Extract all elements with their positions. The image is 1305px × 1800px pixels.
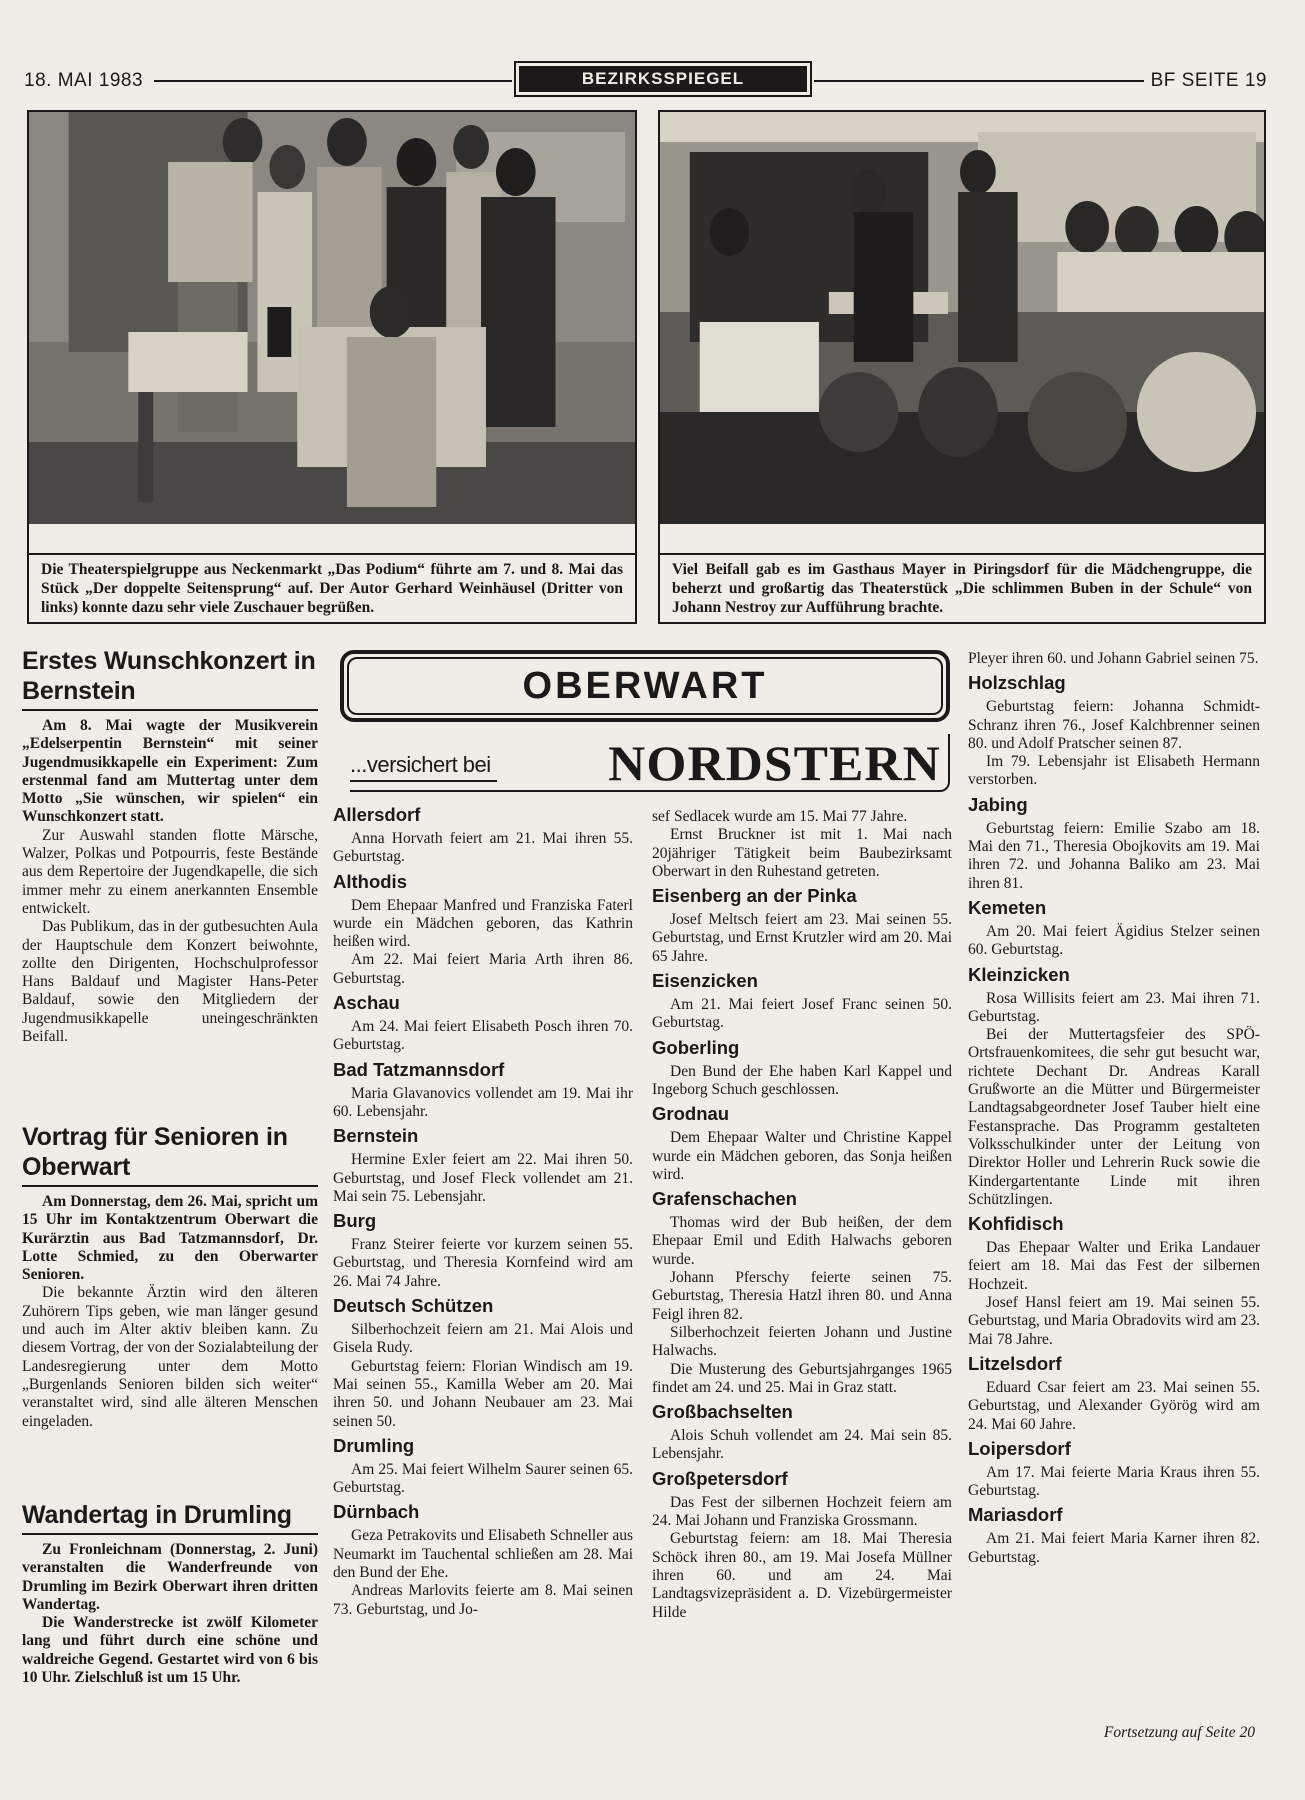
- entry-text: Die Musterung des Geburtsjahrganges 1965 findet am 24. und 25. Mai in Graz statt.: [652, 1360, 952, 1396]
- banner-title: OBERWART: [347, 657, 943, 715]
- oberwart-column-3: [968, 650, 1260, 1567]
- entry-text: Eduard Csar feiert am 23. Mai seinen 55. Geburtstag, und Alexander Györög wird am 24. Mai 60 Jahre.: [968, 1378, 1260, 1433]
- entry-text: sef Sedlacek wurde am 15. Mai 77 Jahre.: [652, 808, 908, 825]
- banner-frame: [340, 650, 950, 722]
- section-badge: [514, 61, 812, 97]
- town-heading: Großbachselten: [652, 1401, 793, 1423]
- town-heading: Loipersdorf: [968, 1437, 1071, 1459]
- town-entry: [968, 794, 1260, 893]
- entry-text: Johann Pferschy feierte seinen 75. Geburtstag, Theresia Hatzl ihren 80. und Anna Feigl ihren 82.: [652, 1269, 952, 1323]
- entry-text: Am 24. Mai feiert Elisabeth Posch ihren 70. Geburtstag.: [333, 1018, 633, 1054]
- page-number: BF SEITE 19: [1150, 70, 1267, 91]
- town-heading: Mariasdorf: [968, 1504, 1063, 1526]
- theatre-group-photo: [29, 112, 635, 524]
- town-entry: [968, 964, 1260, 1210]
- town-heading: Kemeten: [968, 896, 1047, 918]
- town-entry: [333, 992, 633, 1055]
- headline-senioren: Vortrag für Senioren in Oberwart: [22, 1122, 318, 1187]
- photo-caption-neckenmarkt: Die Theaterspielgruppe aus Neckenmarkt „Das Podium“ führte am 7. und 8. Mai das Stück „Der doppelte Seitensprung“ auf. Der Autor Gerhard Weinhäusel (Dritter von links) konnte dazu sehr viele Zuschauer begrüßen.: [29, 553, 635, 622]
- entry-text: Geburtstag feiern: Florian Windisch am 19. Mai seinen 55., Kamilla Weber am 20. Mai ihren 50. und Johann Neubauer am 23. Mai seinen 50.: [333, 1357, 633, 1430]
- lead-wandertag: Zu Fronleichnam (Donnerstag, 2. Juni) veranstalten die Wanderfreunde von Drumling im Bezirk Oberwart ihren dritten Wandertag.: [22, 1541, 318, 1613]
- entry-text: Josef Meltsch feiert am 23. Mai seinen 55. Geburtstag, und Ernst Krutzler wird am 20. Mai 65 Jahre.: [652, 911, 952, 965]
- town-heading: Bad Tatzmannsdorf: [333, 1058, 505, 1080]
- article-wunschkonzert: [22, 646, 318, 1046]
- oberwart-column-2: [652, 808, 952, 1622]
- entry-text: Dem Ehepaar Manfred und Franziska Faterl wurde ein Mädchen geboren, das Kathrin heißen wird.: [333, 896, 633, 951]
- town-heading: Burg: [333, 1210, 377, 1232]
- entry-text: Josef Hansl feiert am 19. Mai seinen 55. Geburtstag, und Maria Obradovits wird am 23. Mai 78 Jahre.: [968, 1294, 1260, 1348]
- entry-text: Das Ehepaar Walter und Erika Landauer feiert am 18. Mai das Fest der silbernen Hochzeit.: [968, 1239, 1260, 1293]
- town-entry: [652, 1401, 952, 1464]
- entry-text: Anna Horvath feiert am 21. Mai ihren 55. Geburtstag.: [333, 830, 633, 866]
- photo-caption-piringsdorf: Viel Beifall gab es im Gasthaus Mayer in Piringsdorf für die Mädchengruppe, die beherzt und großartig das Theaterstück „Die schlimmen Buben in der Schule“ von Johann Nestroy zur Aufführung brachte.: [660, 553, 1264, 622]
- town-entry: [968, 1438, 1260, 1501]
- town-entry: [652, 885, 952, 966]
- town-entry: [968, 897, 1260, 960]
- town-entry: [333, 804, 633, 867]
- entry-text: Geza Petrakovits und Elisabeth Schneller aus Neumarkt im Tauchental schließen am 28. Mai den Bund der Ehe.: [333, 1527, 633, 1582]
- town-entry: [968, 650, 1260, 668]
- town-entry: [333, 1210, 633, 1291]
- entry-text: Geburtstag feiern: Emilie Szabo am 18. Mai den 71., Theresia Obojkovits am 19. Mai ihren 72. und Johanna Baliko am 23. Mai ihren 81.: [968, 819, 1260, 892]
- town-entry: [968, 1213, 1260, 1349]
- town-entry: [333, 1125, 633, 1206]
- town-heading: Eisenzicken: [652, 970, 758, 992]
- entry-text: Silberhochzeit feiern am 21. Mai Alois und Gisela Rudy.: [333, 1321, 633, 1357]
- paragraph: Zur Auswahl standen flotte Märsche, Walzer, Polkas und Potpourris, feste Bestände aus dem Repertoire der Jugendkapelle, die sich immer mehr zu einem anerkannten Ensemble entwickelt.: [22, 826, 318, 917]
- insurance-tagline: ...versichert bei: [350, 752, 491, 777]
- girls-theatre-photo: [660, 112, 1264, 524]
- paragraph: Die Wanderstrecke ist zwölf Kilometer lang und führt durch eine schöne und waldreiche Gegend. Gestartet wird von 6 bis 10 Uhr. Zielschluß ist um 15 Uhr.: [22, 1614, 318, 1687]
- entry-text: Pleyer ihren 60. und Johann Gabriel seinen 75.: [968, 650, 1259, 667]
- entry-text: Am 21. Mai feiert Josef Franc seinen 50. Geburtstag.: [652, 996, 952, 1032]
- town-heading: Grafenschachen: [652, 1188, 797, 1210]
- town-entry: [333, 1295, 633, 1431]
- town-heading: Althodis: [333, 870, 407, 892]
- entry-text: Ernst Bruckner ist mit 1. Mai nach 20jähriger Tätigkeit beim Baubezirksamt Oberwart in den Ruhestand getreten.: [652, 826, 952, 880]
- entry-text: Am 20. Mai feiert Ägidius Stelzer seinen 60. Geburtstag.: [968, 922, 1260, 959]
- town-entry: [333, 871, 633, 988]
- paragraph: Das Publikum, das in der gutbesuchten Aula der Hauptschule dem Konzert beiwohnte, zollte den Dirigenten, Hochschulprofessor Hans Baldauf und Magister Hans-Peter Baldauf, sowie den Mitgliedern der Jugendmusikkapelle uneingeschränkten Beifall.: [22, 918, 318, 1046]
- town-entry: [968, 672, 1260, 789]
- town-heading: Aschau: [333, 992, 400, 1014]
- entry-text: Am 21. Mai feiert Maria Karner ihren 82. Geburtstag.: [968, 1530, 1260, 1566]
- continuation-note: Fortsetzung auf Seite 20: [1103, 1724, 1255, 1741]
- entry-text: Maria Glavanovics vollendet am 19. Mai ihr 60. Lebensjahr.: [333, 1084, 633, 1120]
- photo-block-neckenmarkt: [27, 110, 637, 624]
- town-entry: [968, 1504, 1260, 1567]
- entry-text: Geburtstag feiern: am 18. Mai Theresia Schöck ihren 80., am 19. Mai Josefa Müllner ihren 60. und am 24. Mai Landtagsvizepräsident a. D. Vizebürgermeister Hilde: [652, 1530, 952, 1621]
- town-heading: Deutsch Schützen: [333, 1295, 494, 1317]
- paragraph: Die bekannte Ärztin wird den älteren Zuhörern Tips geben, wie man länger gesund und auch im Alter aktiv bleiben kann. Zu diesem Vortrag, der von der Sozialabteilung der Landesregierung unter dem Motto „Burgenlands Senioren bilden sich weiter“ veranstaltet wird, sind alle älteren Menschen eingeladen.: [22, 1284, 318, 1430]
- entry-text: Thomas wird der Bub heißen, der dem Ehepaar Emil und Edith Halwachs geboren wurde.: [652, 1214, 952, 1268]
- entry-text: Am 17. Mai feierte Maria Kraus ihren 55. Geburtstag.: [968, 1463, 1260, 1500]
- article-wandertag: [22, 1500, 318, 1687]
- entry-text: Alois Schuh vollendet am 24. Mai sein 85. Lebensjahr.: [652, 1427, 952, 1463]
- town-heading: Großpetersdorf: [652, 1467, 788, 1489]
- town-heading: Jabing: [968, 793, 1028, 815]
- town-entry: [652, 1103, 952, 1184]
- town-entry: [652, 1037, 952, 1100]
- entry-text: Geburtstag feiern: Johanna Schmidt-Schranz ihren 76., Josef Kalchbrenner seinen 80. und Adolf Pratscher seinen 87.: [968, 698, 1260, 752]
- town-heading: Grodnau: [652, 1103, 730, 1125]
- entry-text: Rosa Willisits feiert am 23. Mai ihren 71. Geburtstag.: [968, 989, 1260, 1025]
- entry-text: Am 22. Mai feiert Maria Arth ihren 86. Geburtstag.: [333, 951, 633, 987]
- issue-date: 18. MAI 1983: [24, 70, 144, 91]
- headline-wunschkonzert: Erstes Wunschkonzert in Bernstein: [22, 646, 318, 711]
- entry-text: Im 79. Lebensjahr ist Elisabeth Hermann verstorben.: [968, 753, 1260, 789]
- entry-text: Bei der Muttertagsfeier des SPÖ-Ortsfrauenkomitees, die sehr gut besucht war, richtete Dechant Dr. Andreas Karall Grußworte an die Mütter und Bürgermeister Landtagsabgeordneter Josef Tauber hielt eine Festansprache. Das Programm gestalteten Volksschulkinder unter der Leitung von Direktor Holler und Lehrerin Ruck sowie die Kindergartentante Linde mit ihren Schützlingen.: [968, 1026, 1260, 1208]
- town-heading: Drumling: [333, 1434, 415, 1456]
- town-heading: Allersdorf: [333, 804, 421, 825]
- town-entry: [652, 970, 952, 1033]
- entry-text: Den Bund der Ehe haben Karl Kappel und Ingeborg Schuch geschlossen.: [652, 1062, 952, 1098]
- article-senioren: [22, 1122, 318, 1431]
- town-heading: Kleinzicken: [968, 963, 1070, 985]
- town-heading: Holzschlag: [968, 672, 1066, 694]
- section-title: BEZIRKSSPIEGEL: [519, 66, 807, 92]
- town-heading: Goberling: [652, 1036, 740, 1058]
- town-entry: [652, 1468, 952, 1622]
- entry-text: Am 25. Mai feiert Wilhelm Saurer seinen 65. Geburtstag.: [333, 1460, 633, 1497]
- insurance-brand: NORDSTERN: [608, 735, 941, 791]
- header-rule-right: [814, 80, 1144, 82]
- town-entry: [333, 1501, 633, 1618]
- page-header: [24, 66, 1267, 100]
- lead-wunschkonzert: Am 8. Mai wagte der Musikverein „Edelserpentin Bernstein“ mit seiner Jugendmusikkapelle ein Experiment: Zum erstenmal fand am Muttertag unter dem Motto „Sie wünschen, wir spielen“ ein Wunschkonzert statt.: [22, 717, 318, 826]
- town-entry: [333, 1435, 633, 1498]
- header-rule-left: [154, 80, 512, 82]
- entry-text: Dem Ehepaar Walter und Christine Kappel wurde ein Mädchen geboren, das Sonja heißen wird.: [652, 1129, 952, 1183]
- headline-wandertag: Wandertag in Drumling: [22, 1500, 318, 1535]
- entry-text: Andreas Marlovits feierte am 8. Mai seinen 73. Geburtstag, und Jo-: [333, 1582, 633, 1618]
- entry-text: Silberhochzeit feierten Johann und Justine Halwachs.: [652, 1323, 952, 1360]
- town-heading: Bernstein: [333, 1125, 419, 1147]
- town-heading: Dürnbach: [333, 1501, 420, 1523]
- town-entry: [652, 1188, 952, 1397]
- lead-senioren: Am Donnerstag, dem 26. Mai, spricht um 15 Uhr im Kontaktzentrum Oberwart die Kurärztin aus Bad Tatzmannsdorf, Dr. Lotte Schmied, zu den Oberwarter Senioren.: [22, 1193, 318, 1284]
- town-heading: Kohfidisch: [968, 1213, 1064, 1235]
- town-entry: [652, 808, 952, 881]
- town-heading: Eisenberg an der Pinka: [652, 885, 857, 907]
- oberwart-banner: [340, 650, 950, 800]
- insurance-ad: [350, 734, 950, 792]
- town-entry: [968, 1353, 1260, 1434]
- oberwart-column-1: [333, 800, 633, 1619]
- town-heading: Litzelsdorf: [968, 1352, 1062, 1374]
- entry-text: Franz Steirer feierte vor kurzem seinen 55. Geburtstag, und Theresia Kornfeind wird am 26. Mai 74 Jahre.: [333, 1236, 633, 1290]
- town-entry: [333, 1059, 633, 1122]
- photo-block-piringsdorf: [658, 110, 1266, 624]
- entry-text: Das Fest der silbernen Hochzeit feiern am 24. Mai Johann und Franziska Grossmann.: [652, 1493, 952, 1530]
- entry-text: Hermine Exler feiert am 22. Mai ihren 50. Geburtstag, und Josef Fleck vollendet am 21. Mai sein 75. Lebensjahr.: [333, 1151, 633, 1205]
